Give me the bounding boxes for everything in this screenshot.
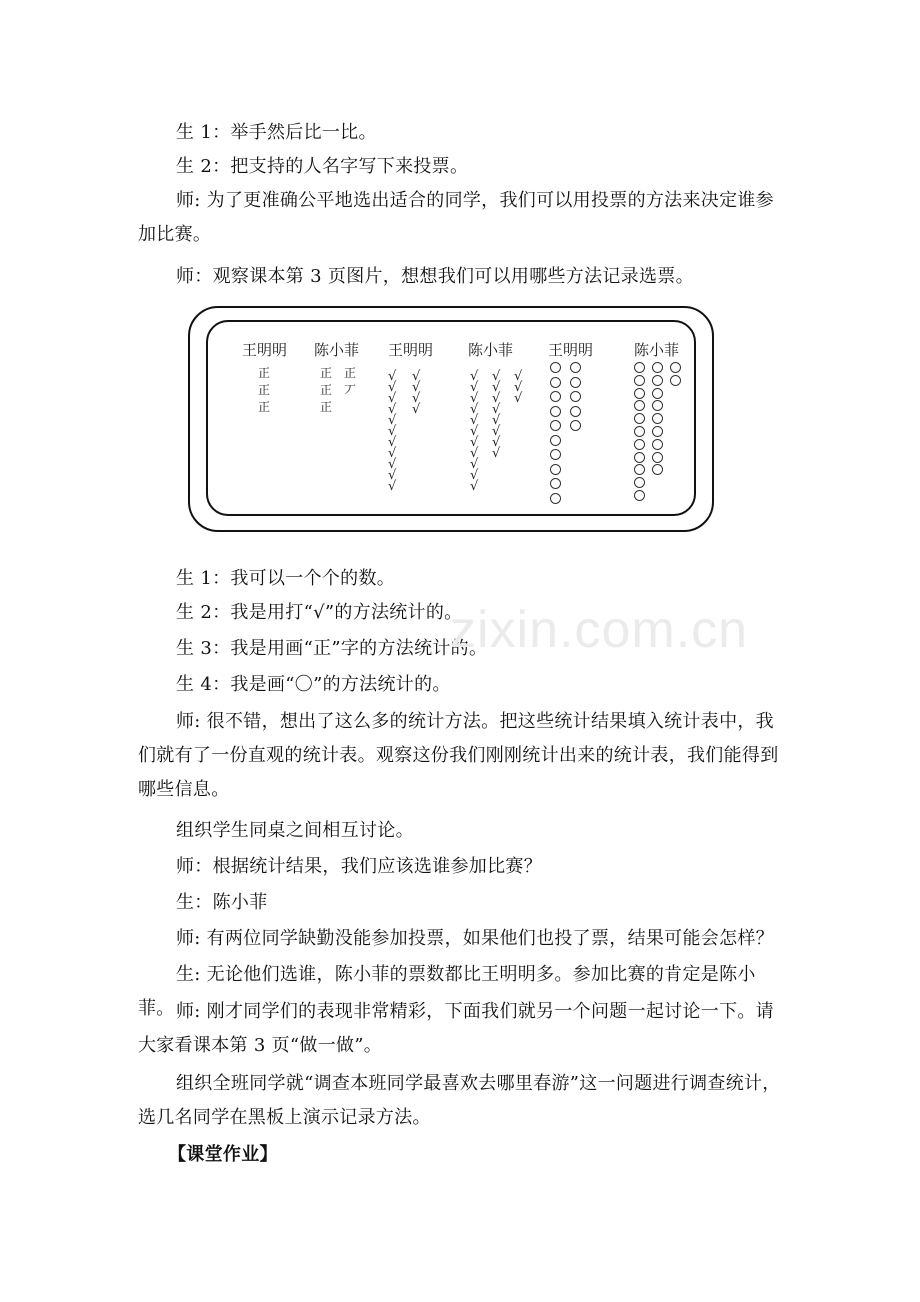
check-mark-icon: √ [514,369,523,384]
check-mark-icon: √ [514,380,523,395]
column-name-1: 王明明 [242,341,288,359]
check-mark-icon: √ [492,446,501,461]
check-mark-icon: √ [388,479,397,494]
check-mark-icon: √ [412,402,421,417]
circle-mark-icon [652,375,663,386]
check-mark-icon: √ [492,391,501,406]
circle-mark-icon [550,391,561,402]
paragraph-10: 组织学生同桌之间相互讨论。 [176,820,414,841]
circle-mark-icon [550,406,561,417]
circle-mark-icon [652,452,663,463]
check-mark-icon: √ [470,391,479,406]
check-mark-icon: √ [492,402,501,417]
circle-mark-icon [634,388,645,399]
check-mark-icon: √ [470,446,479,461]
column-name-4: 陈小菲 [468,341,514,359]
zheng-mark: 正 [320,366,333,380]
check-mark-icon: √ [388,369,397,384]
paragraph-3: 师: 为了更准确公平地选出适合的同学，我们可以用投票的方法来决定谁参加比赛。 [138,190,774,245]
check-mark-icon: √ [470,369,479,384]
circle-mark-icon [570,362,581,373]
circle-mark-icon [570,420,581,431]
paragraph-8: 生 4：我是画“〇”的方法统计的。 [176,674,451,695]
zheng-mark: 正 [320,383,333,397]
check-mark-icon: √ [470,413,479,428]
circle-mark-icon [634,452,645,463]
check-mark-icon: √ [492,369,501,384]
column-name-3: 王明明 [388,341,434,359]
check-mark-icon: √ [388,435,397,450]
zheng-mark: 正 [344,366,357,380]
paragraph-4: 师：观察课本第 3 页图片，想想我们可以用哪些方法记录选票。 [176,266,694,287]
check-mark-icon: √ [514,391,523,406]
check-mark-icon: √ [412,380,421,395]
check-mark-icon: √ [470,380,479,395]
check-mark-icon: √ [412,391,421,406]
circle-mark-icon [634,375,645,386]
zheng-mark: 正 [320,400,333,414]
paragraph-5: 生 1：我可以一个个的数。 [176,568,396,589]
circle-mark-icon [634,362,645,373]
check-mark-icon: √ [492,424,501,439]
check-mark-icon: √ [492,435,501,450]
paragraph-15: 师: 刚才同学们的表现非常精彩，下面我们就另一个问题一起讨论一下。请大家看课本第 3 页“做一做”。 [138,1001,774,1056]
paragraph-12: 生：陈小菲 [176,892,268,913]
paragraph-11: 师：根据统计结果，我们应该选谁参加比赛？ [176,856,542,877]
check-mark-icon: √ [492,413,501,428]
section-heading: 【课堂作业】 [168,1144,278,1165]
paragraph-9: 师: 很不错，想出了这么多的统计方法。把这些统计结果填入统计表中，我们就有了一份直观的统计表。观察这份我们刚刚统计出来的统计表，我们能得到哪些信息。 [138,711,779,800]
circle-mark-icon [570,391,581,402]
circle-mark-icon [550,449,561,460]
circle-mark-icon [570,406,581,417]
circle-mark-icon [570,377,581,388]
paragraph-14: 生: 无论他们选谁，陈小菲的票数都比王明明多。参加比赛的肯定是陈小菲。 [138,964,756,1019]
column-name-5: 王明明 [548,341,594,359]
zheng-mark: 丆 [344,383,357,397]
check-mark-icon: √ [388,391,397,406]
check-mark-icon: √ [470,479,479,494]
check-mark-icon: √ [412,369,421,384]
paragraph-16: 组织全班同学就“调查本班同学最喜欢去哪里春游”这一问题进行调查统计，选几名同学在黑板上演示记录方法。 [138,1073,781,1128]
check-mark-icon: √ [470,468,479,483]
check-mark-icon: √ [388,468,397,483]
circle-mark-icon [670,362,681,373]
circle-mark-icon [550,464,561,475]
check-mark-icon: √ [470,424,479,439]
circle-mark-icon [550,362,561,373]
check-mark-icon: √ [388,424,397,439]
zheng-mark: 正 [258,366,271,380]
check-mark-icon: √ [388,413,397,428]
circle-mark-icon [634,439,645,450]
check-mark-icon: √ [388,457,397,472]
check-mark-icon: √ [492,380,501,395]
check-mark-icon: √ [388,446,397,461]
check-mark-icon: √ [388,380,397,395]
circle-mark-icon [634,490,645,501]
paragraph-6: 生 2：我是用打“√”的方法统计的。 [176,602,463,623]
paragraph-1: 生 1：举手然后比一比。 [176,122,377,143]
circle-mark-icon [550,420,561,431]
circle-mark-icon [670,375,681,386]
paragraph-13: 师: 有两位同学缺勤没能参加投票，如果他们也投了票，结果可能会怎样？ [176,928,774,949]
paragraph-7: 生 3：我是用画“正”字的方法统计的。 [176,638,488,659]
circle-mark-icon [550,435,561,446]
check-mark-icon: √ [470,435,479,450]
watermark: zixin.com.cn [450,601,749,659]
column-name-2: 陈小菲 [314,341,360,359]
column-name-6: 陈小菲 [634,341,680,359]
circle-mark-icon [550,493,561,504]
paragraph-2: 生 2：把支持的人名字写下来投票。 [176,156,469,177]
zheng-mark: 正 [258,400,271,414]
circle-mark-icon [550,478,561,489]
circle-mark-icon [550,377,561,388]
zheng-mark: 正 [258,383,271,397]
circle-mark-icon [652,426,663,437]
circle-mark-icon [652,388,663,399]
check-mark-icon: √ [388,402,397,417]
check-mark-icon: √ [470,402,479,417]
circle-mark-icon [634,426,645,437]
check-mark-icon: √ [470,457,479,472]
circle-mark-icon [652,439,663,450]
circle-mark-icon [652,362,663,373]
